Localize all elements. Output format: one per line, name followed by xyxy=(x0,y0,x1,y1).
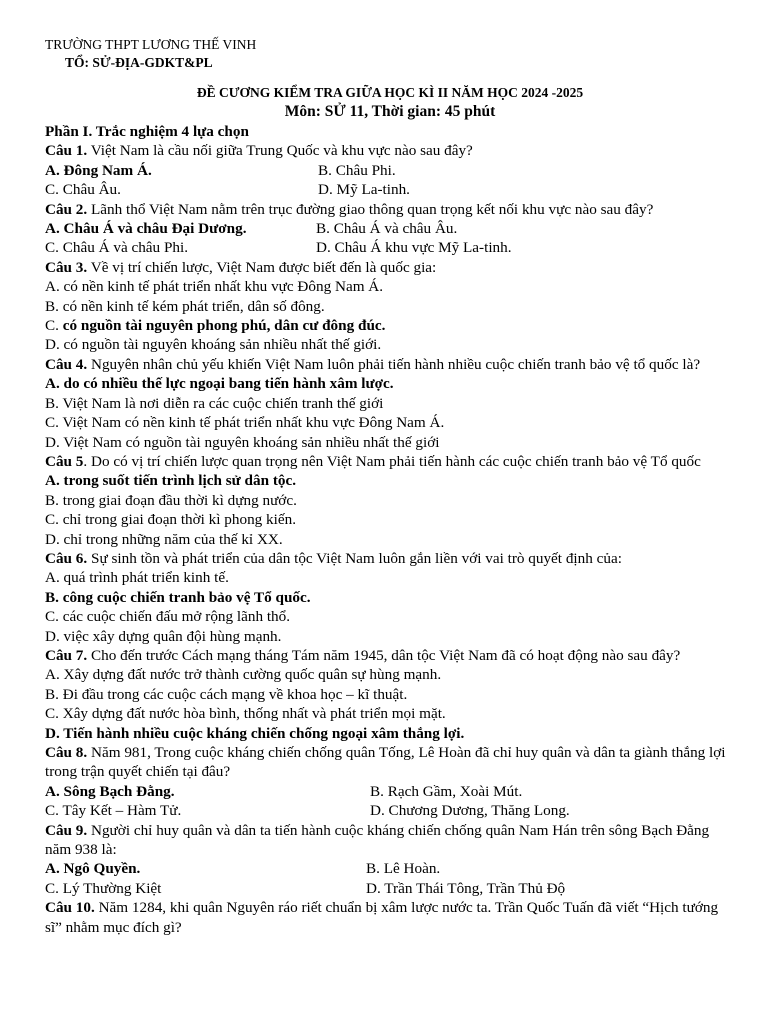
option-d: D. có nguồn tài nguyên khoáng sản nhiều nhất thế giới. xyxy=(45,336,382,354)
option-b: B. Việt Nam là nơi diễn ra các cuộc chiến tranh thế giới xyxy=(45,394,384,412)
options-row xyxy=(45,859,735,878)
question-7 xyxy=(45,646,735,665)
question-5 xyxy=(45,452,735,471)
option-d: D. Trần Thái Tông, Trần Thủ Độ xyxy=(366,879,566,897)
option-c-prefix: C. xyxy=(45,317,63,335)
question-text: Người chỉ huy quân và dân ta tiến hành cuộc kháng chiến chống quân Nam Hán trên sông Bạch Đằng năm 938 là: xyxy=(45,821,710,859)
question-text: Lãnh thổ Việt Nam nằm trên trục đường giao thông quan trọng kết nối khu vực nào sau đây? xyxy=(87,200,654,218)
question-number: Câu 9. xyxy=(45,821,88,839)
option-c: C. Châu Âu. xyxy=(45,181,121,199)
option-a: A. trong suốt tiến trình lịch sử dân tộc. xyxy=(45,472,297,490)
question-9 xyxy=(45,821,735,860)
document-subtitle: Môn: SỬ 11, Thời gian: 45 phút xyxy=(284,103,496,120)
option-a: A. Đông Nam Á. xyxy=(45,161,152,179)
question-number: Câu 8. xyxy=(45,744,88,761)
option-a: A. Châu Á và châu Đại Dương. xyxy=(45,220,247,238)
option-b: B. Châu Á và châu Âu. xyxy=(316,220,458,238)
school-name: TRƯỜNG THPT LƯƠNG THẾ VINH xyxy=(45,37,257,52)
option-c: C. Xây dựng đất nước hòa bình, thống nhất và phát triển mọi mặt. xyxy=(45,705,446,723)
question-number: Câu 4. xyxy=(45,355,88,373)
question-text: Về vị trí chiến lược, Việt Nam được biết đến là quốc gia: xyxy=(87,258,437,276)
question-2 xyxy=(45,200,735,219)
question-number: Câu 10. xyxy=(45,899,95,917)
question-text: Sự sinh tồn và phát triển của dân tộc Việt Nam luôn gắn liền với vai trò quyết định của: xyxy=(87,549,622,567)
option-b: B. Lê Hoàn. xyxy=(366,860,441,878)
option-d: D. Chương Dương, Thăng Long. xyxy=(370,802,570,820)
options-row xyxy=(45,782,735,801)
option-b: B. Đi đầu trong các cuộc cách mạng về khoa học – kĩ thuật. xyxy=(45,685,408,703)
question-text: Nguyên nhân chủ yếu khiến Việt Nam luôn phải tiến hành nhiều cuộc chiến tranh bảo vệ tổ quốc là? xyxy=(87,355,701,373)
question-text: . Do có vị trí chiến lược quan trọng nên Việt Nam phải tiến hành các cuộc chiến tranh bảo vệ Tổ quốc xyxy=(83,452,701,470)
option-c: C. Lý Thường Kiệt xyxy=(45,879,162,897)
option-a: A. Xây dựng đất nước trở thành cường quốc quân sự hùng mạnh. xyxy=(45,666,442,684)
option-a: A. do có nhiều thế lực ngoại bang tiến hành xâm lược. xyxy=(45,375,394,393)
question-text: Năm 981, Trong cuộc kháng chiến chống quân Tống, Lê Hoàn đã chỉ huy quân và dân ta giành thắng lợi trong trận quyết chiến tại đâu? xyxy=(45,744,726,781)
option-b: B. có nền kinh tế kém phát triển, dân số đông. xyxy=(45,297,325,315)
option-b: B. Rạch Gầm, Xoài Mút. xyxy=(370,782,523,800)
document-title: ĐỀ CƯƠNG KIỂM TRA GIỮA HỌC KÌ II NĂM HỌC 2024 -2025 xyxy=(196,85,584,100)
option-c: C. Tây Kết – Hàm Tử. xyxy=(45,802,182,820)
question-1 xyxy=(45,141,735,160)
option-d: D. Tiến hành nhiều cuộc kháng chiến chống ngoại xâm thắng lợi. xyxy=(45,724,465,742)
options-row xyxy=(45,879,735,898)
options-row xyxy=(45,161,735,180)
question-8 xyxy=(45,743,735,782)
option-d: D. Châu Á khu vực Mỹ La-tinh. xyxy=(316,239,512,257)
option-a: A. Ngô Quyền. xyxy=(45,860,141,878)
question-3 xyxy=(45,258,735,277)
question-text: Cho đến trước Cách mạng tháng Tám năm 1945, dân tộc Việt Nam đã có hoạt động nào sau đây? xyxy=(87,646,681,664)
document-page xyxy=(45,36,735,937)
question-number: Câu 3. xyxy=(45,258,88,276)
options-row xyxy=(45,219,735,238)
question-4 xyxy=(45,355,735,374)
option-a: A. Sông Bạch Đằng. xyxy=(45,782,175,800)
option-c-text: có nguồn tài nguyên phong phú, dân cư đông đúc. xyxy=(62,317,386,335)
option-c: C. Việt Nam có nền kinh tế phát triển nhất khu vực Đông Nam Á. xyxy=(45,414,445,432)
department-name: TỔ: SỬ-ĐỊA-GDKT&PL xyxy=(65,55,213,70)
option-d: D. chỉ trong những năm của thế kỉ XX. xyxy=(45,530,283,548)
question-number: Câu 2. xyxy=(45,200,88,218)
option-b: B. Châu Phi. xyxy=(318,161,396,179)
question-text: Năm 1284, khi quân Nguyên ráo riết chuẩn bị xâm lược nước ta. Trần Quốc Tuấn đã viết “Hịch tướng sĩ” nhằm mục đích gì? xyxy=(45,899,719,936)
options-row xyxy=(45,180,735,199)
question-number: Câu 6. xyxy=(45,549,88,567)
question-number: Câu 1. xyxy=(45,142,88,160)
question-number: Câu 5 xyxy=(45,452,84,470)
option-a: A. quá trình phát triển kinh tế. xyxy=(45,569,229,587)
question-6 xyxy=(45,549,735,568)
question-10 xyxy=(45,898,735,937)
question-number: Câu 7. xyxy=(45,646,88,664)
option-a: A. có nền kinh tế phát triển nhất khu vực Đông Nam Á. xyxy=(45,278,384,296)
options-row xyxy=(45,238,735,257)
option-d: D. Việt Nam có nguồn tài nguyên khoáng sản nhiều nhất thế giới xyxy=(45,433,440,451)
option-d: D. việc xây dựng quân đội hùng mạnh. xyxy=(45,627,282,645)
option-c: C. Châu Á và châu Phi. xyxy=(45,239,188,257)
section-heading: Phần I. Trắc nghiệm 4 lựa chọn xyxy=(45,123,249,140)
option-c xyxy=(45,316,735,335)
question-text: Việt Nam là cầu nối giữa Trung Quốc và khu vực nào sau đây? xyxy=(87,142,473,160)
option-c: C. chỉ trong giai đoạn thời kì phong kiến. xyxy=(45,511,297,529)
option-b: B. trong giai đoạn đầu thời kì dựng nước. xyxy=(45,491,297,509)
option-d: D. Mỹ La-tinh. xyxy=(318,181,410,199)
options-row xyxy=(45,801,735,820)
option-c: C. các cuộc chiến đấu mở rộng lãnh thổ. xyxy=(45,608,291,626)
option-b: B. công cuộc chiến tranh bảo vệ Tổ quốc. xyxy=(45,588,311,606)
